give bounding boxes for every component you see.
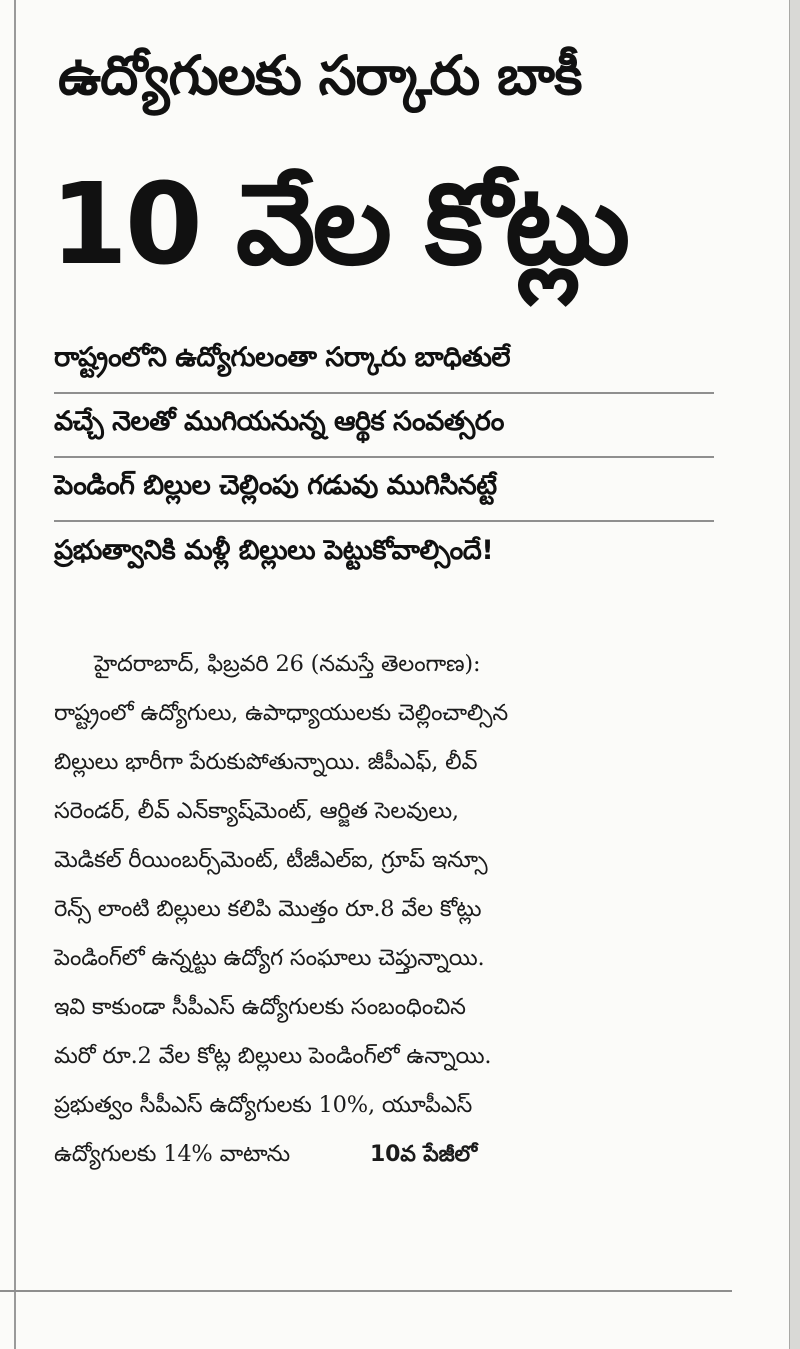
body-line: బిల్లులు భారీగా పేరుకుపోతున్నాయి. జీపీఎఫ్, లీవ్ <box>54 749 478 775</box>
body-last-line <box>54 1132 734 1181</box>
right-page-edge-line <box>789 0 790 1349</box>
body-line: మరో రూ.2 వేల కోట్ల బిల్లులు పెండింగ్‌లో ఉన్నాయి. <box>54 1043 492 1069</box>
body-line: ఇవి కాకుండా సీపీఎస్ ఉద్యోగులకు సంబంధించిన <box>54 994 466 1020</box>
body-line: మెడికల్ రీయింబర్స్‌మెంట్, టీజీఎల్ఐ, గ్రూప్ ఇన్సూ <box>54 847 488 873</box>
deck-line: ప్రభుత్వానికి మళ్లీ బిల్లులు పెట్టుకోవాల్సిందే! <box>54 535 494 566</box>
headline-main: 10 వేల కోట్లు <box>50 160 628 290</box>
subheadline-deck <box>54 330 714 586</box>
body-dateline: హైదరాబాద్, ఫిబ్రవరి 26 (నమస్తే తెలంగాణ): <box>94 651 481 677</box>
body-line-text: ఉద్యోగులకు 14% వాటాను <box>54 1141 291 1167</box>
right-page-edge <box>790 0 800 1349</box>
bottom-rule <box>0 1290 732 1292</box>
deck-line: పెండింగ్ బిల్లుల చెల్లింపు గడువు ముగిసినట్టే <box>54 458 714 522</box>
body-line: రెన్స్ లాంటి బిల్లులు కలిపి మొత్తం రూ.8 వేల కోట్లు <box>54 896 482 922</box>
body-line: పెండింగ్‌లో ఉన్నట్టు ఉద్యోగ సంఘాలు చెప్తున్నాయి. <box>54 945 485 971</box>
deck-line: రాష్ట్రంలోని ఉద్యోగులంతా సర్కారు బాధితులే <box>54 330 714 394</box>
headline-kicker: ఉద్యోగులకు సర్కారు బాకీ <box>58 44 582 107</box>
left-column-rule <box>14 0 16 1349</box>
continued-on-page: 10వ పేజీలో <box>370 1141 477 1167</box>
body-line: ప్రభుత్వం సీపీఎస్ ఉద్యోగులకు 10%, యూపీఎస్ <box>54 1092 473 1118</box>
article-body <box>54 642 734 1181</box>
body-line: సరెండర్, లీవ్ ఎన్‌క్యాష్‌మెంట్, ఆర్జిత సెలవులు, <box>54 798 459 824</box>
deck-line: వచ్చే నెలతో ముగియనున్న ఆర్థిక సంవత్సరం <box>54 394 714 458</box>
body-line: రాష్ట్రంలో ఉద్యోగులు, ఉపాధ్యాయులకు చెల్లించాల్సిన <box>54 700 508 726</box>
